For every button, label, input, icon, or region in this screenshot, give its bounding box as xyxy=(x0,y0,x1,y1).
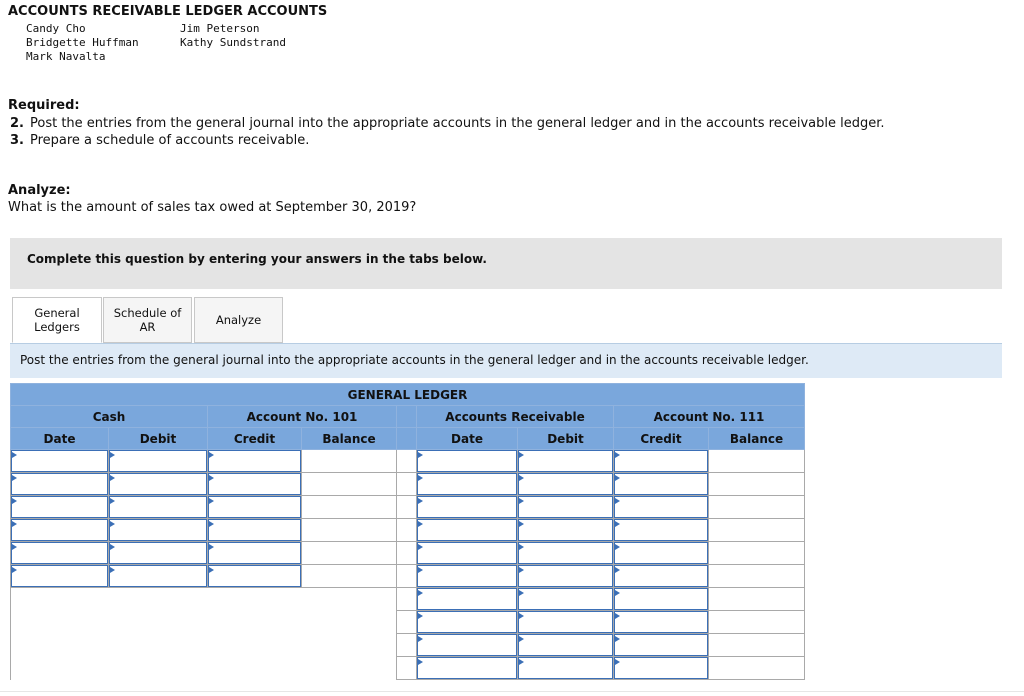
ar-balance-cell xyxy=(709,542,805,565)
ledger-row xyxy=(11,611,805,634)
account-name-ar: Accounts Receivable xyxy=(417,406,614,428)
cash-balance-cell xyxy=(302,519,397,542)
empty-cell xyxy=(11,611,109,634)
ar-date-input[interactable] xyxy=(417,542,517,564)
ledger-spacer-cell xyxy=(397,519,417,542)
ar-date-cell xyxy=(417,496,518,519)
ar-debit-cell xyxy=(518,450,614,473)
ar-credit-cell xyxy=(614,450,709,473)
ar-debit-input[interactable] xyxy=(518,450,613,472)
cash-date-cell xyxy=(11,473,109,496)
cash-debit-cell xyxy=(109,542,208,565)
ar-debit-input[interactable] xyxy=(518,496,613,518)
ledger-title: GENERAL LEDGER xyxy=(11,384,805,406)
ledger-row xyxy=(11,473,805,496)
cash-date-cell xyxy=(11,565,109,588)
cash-balance-cell xyxy=(302,496,397,519)
ar-debit-cell xyxy=(518,473,614,496)
ar-balance-cell xyxy=(709,611,805,634)
ledger-row xyxy=(11,519,805,542)
ar-credit-input[interactable] xyxy=(614,634,708,656)
ar-balance-cell xyxy=(709,657,805,680)
ar-credit-input[interactable] xyxy=(614,542,708,564)
ar-date-input[interactable] xyxy=(417,588,517,610)
required-item-text: Prepare a schedule of accounts receivable. xyxy=(29,133,310,148)
ledger-spacer-cell xyxy=(397,634,417,657)
ar-debit-cell xyxy=(518,611,614,634)
ar-date-cell xyxy=(417,634,518,657)
ar-date-cell xyxy=(417,542,518,565)
tab-general-ledgers[interactable] xyxy=(12,297,102,343)
ar-debit-cell xyxy=(518,634,614,657)
tab-label: Analyze xyxy=(215,313,262,327)
ar-credit-cell xyxy=(614,519,709,542)
tab-label: AR xyxy=(139,320,156,334)
customer-list-col2 xyxy=(180,22,286,50)
ar-date-input[interactable] xyxy=(417,473,517,495)
ledger-row xyxy=(11,657,805,680)
ledger-spacer-cell xyxy=(397,657,417,680)
cash-debit-input[interactable] xyxy=(109,542,207,564)
cash-date-cell xyxy=(11,450,109,473)
empty-cell xyxy=(208,588,302,611)
empty-cell xyxy=(208,634,302,657)
cash-credit-input[interactable] xyxy=(208,519,301,541)
ar-debit-input[interactable] xyxy=(518,519,613,541)
ledger-row xyxy=(11,450,805,473)
cash-credit-input[interactable] xyxy=(208,542,301,564)
ar-balance-cell xyxy=(709,634,805,657)
required-item-number: 2. xyxy=(10,116,24,131)
cash-date-cell xyxy=(11,542,109,565)
ledger-row xyxy=(11,496,805,519)
col-debit: Debit xyxy=(518,428,614,450)
cash-debit-cell xyxy=(109,519,208,542)
ledger-spacer-cell xyxy=(397,542,417,565)
cash-debit-input[interactable] xyxy=(109,496,207,518)
cash-debit-input[interactable] xyxy=(109,565,207,587)
ar-date-cell xyxy=(417,657,518,680)
required-item-2 xyxy=(10,116,885,131)
header-spacer xyxy=(397,428,417,450)
tab-label: Ledgers xyxy=(34,320,80,334)
cash-credit-input[interactable] xyxy=(208,450,301,472)
ar-credit-input[interactable] xyxy=(614,473,708,495)
cash-balance-cell xyxy=(302,542,397,565)
ar-date-input[interactable] xyxy=(417,565,517,587)
empty-cell xyxy=(11,588,109,611)
cash-credit-cell xyxy=(208,542,302,565)
customer-list-col1 xyxy=(26,22,139,64)
ar-date-cell xyxy=(417,588,518,611)
empty-cell xyxy=(208,611,302,634)
cash-date-input[interactable] xyxy=(11,519,108,541)
account-name-cash: Cash xyxy=(11,406,208,428)
cash-balance-cell xyxy=(302,473,397,496)
cash-credit-cell xyxy=(208,519,302,542)
ar-credit-cell xyxy=(614,588,709,611)
ar-credit-input[interactable] xyxy=(614,519,708,541)
account-number-ar: Account No. 111 xyxy=(614,406,805,428)
empty-cell xyxy=(302,657,397,680)
ar-date-input[interactable] xyxy=(417,496,517,518)
col-balance: Balance xyxy=(709,428,805,450)
required-label: Required: xyxy=(8,98,80,113)
empty-cell xyxy=(302,634,397,657)
customer-name: Kathy Sundstrand xyxy=(180,36,286,49)
ar-credit-input[interactable] xyxy=(614,565,708,587)
empty-cell xyxy=(302,611,397,634)
cash-date-input[interactable] xyxy=(11,565,108,587)
ar-debit-cell xyxy=(518,565,614,588)
ar-date-cell xyxy=(417,473,518,496)
ledger-spacer-cell xyxy=(397,588,417,611)
ar-credit-input[interactable] xyxy=(614,496,708,518)
ar-debit-cell xyxy=(518,542,614,565)
analyze-question: What is the amount of sales tax owed at September 30, 2019? xyxy=(8,200,417,215)
ledger-spacer-cell xyxy=(397,565,417,588)
empty-cell xyxy=(109,611,208,634)
ledger-row xyxy=(11,634,805,657)
analyze-label: Analyze: xyxy=(8,183,71,198)
empty-cell xyxy=(302,588,397,611)
empty-cell xyxy=(11,634,109,657)
ar-credit-cell xyxy=(614,542,709,565)
ar-balance-cell xyxy=(709,473,805,496)
cash-debit-cell xyxy=(109,450,208,473)
cash-credit-cell xyxy=(208,450,302,473)
cash-credit-input[interactable] xyxy=(208,473,301,495)
ar-debit-input[interactable] xyxy=(518,611,613,633)
cash-debit-cell xyxy=(109,565,208,588)
banner-text: Complete this question by entering your answers in the tabs below. xyxy=(27,252,487,266)
ar-debit-input[interactable] xyxy=(518,565,613,587)
empty-cell xyxy=(109,588,208,611)
col-debit: Debit xyxy=(109,428,208,450)
ledger-row xyxy=(11,565,805,588)
ar-date-input[interactable] xyxy=(417,519,517,541)
ar-credit-input[interactable] xyxy=(614,588,708,610)
cash-debit-cell xyxy=(109,496,208,519)
tab-schedule-of-ar[interactable] xyxy=(103,297,192,343)
ar-credit-cell xyxy=(614,657,709,680)
empty-cell xyxy=(109,657,208,680)
column-header-row xyxy=(11,428,805,450)
ar-balance-cell xyxy=(709,450,805,473)
col-date: Date xyxy=(11,428,109,450)
ar-date-cell xyxy=(417,565,518,588)
cash-debit-input[interactable] xyxy=(109,473,207,495)
customer-name: Jim Peterson xyxy=(180,22,260,35)
ar-debit-input[interactable] xyxy=(518,473,613,495)
ar-debit-input[interactable] xyxy=(518,542,613,564)
empty-cell xyxy=(208,657,302,680)
general-ledger-table xyxy=(10,383,805,680)
tab-instruction xyxy=(10,343,1002,378)
tab-analyze[interactable] xyxy=(194,297,283,343)
cash-credit-input[interactable] xyxy=(208,496,301,518)
ar-date-cell xyxy=(417,611,518,634)
customer-name: Candy Cho xyxy=(26,22,86,35)
cash-credit-cell xyxy=(208,565,302,588)
ar-credit-cell xyxy=(614,634,709,657)
col-credit: Credit xyxy=(208,428,302,450)
cash-date-input[interactable] xyxy=(11,450,108,472)
required-item-number: 3. xyxy=(10,133,24,148)
ledger-row xyxy=(11,588,805,611)
page-title: ACCOUNTS RECEIVABLE LEDGER ACCOUNTS xyxy=(8,4,328,19)
cash-balance-cell xyxy=(302,565,397,588)
col-balance: Balance xyxy=(302,428,397,450)
cash-date-input[interactable] xyxy=(11,542,108,564)
col-credit: Credit xyxy=(614,428,709,450)
tab-label: Schedule of xyxy=(113,306,182,320)
cash-debit-cell xyxy=(109,473,208,496)
customer-name: Mark Navalta xyxy=(26,50,106,63)
tab-label: General xyxy=(34,306,80,320)
empty-cell xyxy=(11,657,109,680)
ar-debit-cell xyxy=(518,519,614,542)
ar-credit-input[interactable] xyxy=(614,657,708,679)
ar-credit-cell xyxy=(614,565,709,588)
col-date: Date xyxy=(417,428,518,450)
ar-date-input[interactable] xyxy=(417,611,517,633)
header-spacer xyxy=(397,406,417,428)
ar-debit-input[interactable] xyxy=(518,634,613,656)
ledger-row xyxy=(11,542,805,565)
ar-debit-cell xyxy=(518,496,614,519)
ar-balance-cell xyxy=(709,496,805,519)
customer-name: Bridgette Huffman xyxy=(26,36,139,49)
ar-credit-cell xyxy=(614,611,709,634)
cash-debit-input[interactable] xyxy=(109,450,207,472)
empty-cell xyxy=(109,634,208,657)
cash-balance-cell xyxy=(302,450,397,473)
ar-date-cell xyxy=(417,519,518,542)
ledger-spacer-cell xyxy=(397,611,417,634)
ar-balance-cell xyxy=(709,588,805,611)
ar-credit-input[interactable] xyxy=(614,611,708,633)
ledger-spacer-cell xyxy=(397,473,417,496)
cash-credit-cell xyxy=(208,496,302,519)
ar-balance-cell xyxy=(709,519,805,542)
divider xyxy=(0,691,1024,692)
cash-date-input[interactable] xyxy=(11,473,108,495)
ledger-title-row xyxy=(11,384,805,406)
ar-debit-input[interactable] xyxy=(518,657,613,679)
ar-credit-cell xyxy=(614,473,709,496)
cash-date-cell xyxy=(11,519,109,542)
instructions-banner xyxy=(10,238,1002,289)
ar-debit-cell xyxy=(518,588,614,611)
cash-debit-input[interactable] xyxy=(109,519,207,541)
ar-credit-cell xyxy=(614,496,709,519)
ar-debit-cell xyxy=(518,657,614,680)
cash-credit-cell xyxy=(208,473,302,496)
ar-date-cell xyxy=(417,450,518,473)
cash-date-input[interactable] xyxy=(11,496,108,518)
ar-date-input[interactable] xyxy=(417,450,517,472)
ledger-spacer-cell xyxy=(397,496,417,519)
ar-date-input[interactable] xyxy=(417,657,517,679)
ar-debit-input[interactable] xyxy=(518,588,613,610)
required-item-text: Post the entries from the general journal into the appropriate accounts in the general ledger and in the accounts receivable ledger. xyxy=(29,116,885,131)
ar-credit-input[interactable] xyxy=(614,450,708,472)
cash-date-cell xyxy=(11,496,109,519)
ledger-spacer-cell xyxy=(397,450,417,473)
account-number-cash: Account No. 101 xyxy=(208,406,397,428)
ar-balance-cell xyxy=(709,565,805,588)
required-item-3 xyxy=(10,133,309,148)
ar-date-input[interactable] xyxy=(417,634,517,656)
instruction-text: Post the entries from the general journal into the appropriate accounts in the general ledger and in the accounts receivable ledger. xyxy=(20,353,809,367)
account-header-row xyxy=(11,406,805,428)
cash-credit-input[interactable] xyxy=(208,565,301,587)
